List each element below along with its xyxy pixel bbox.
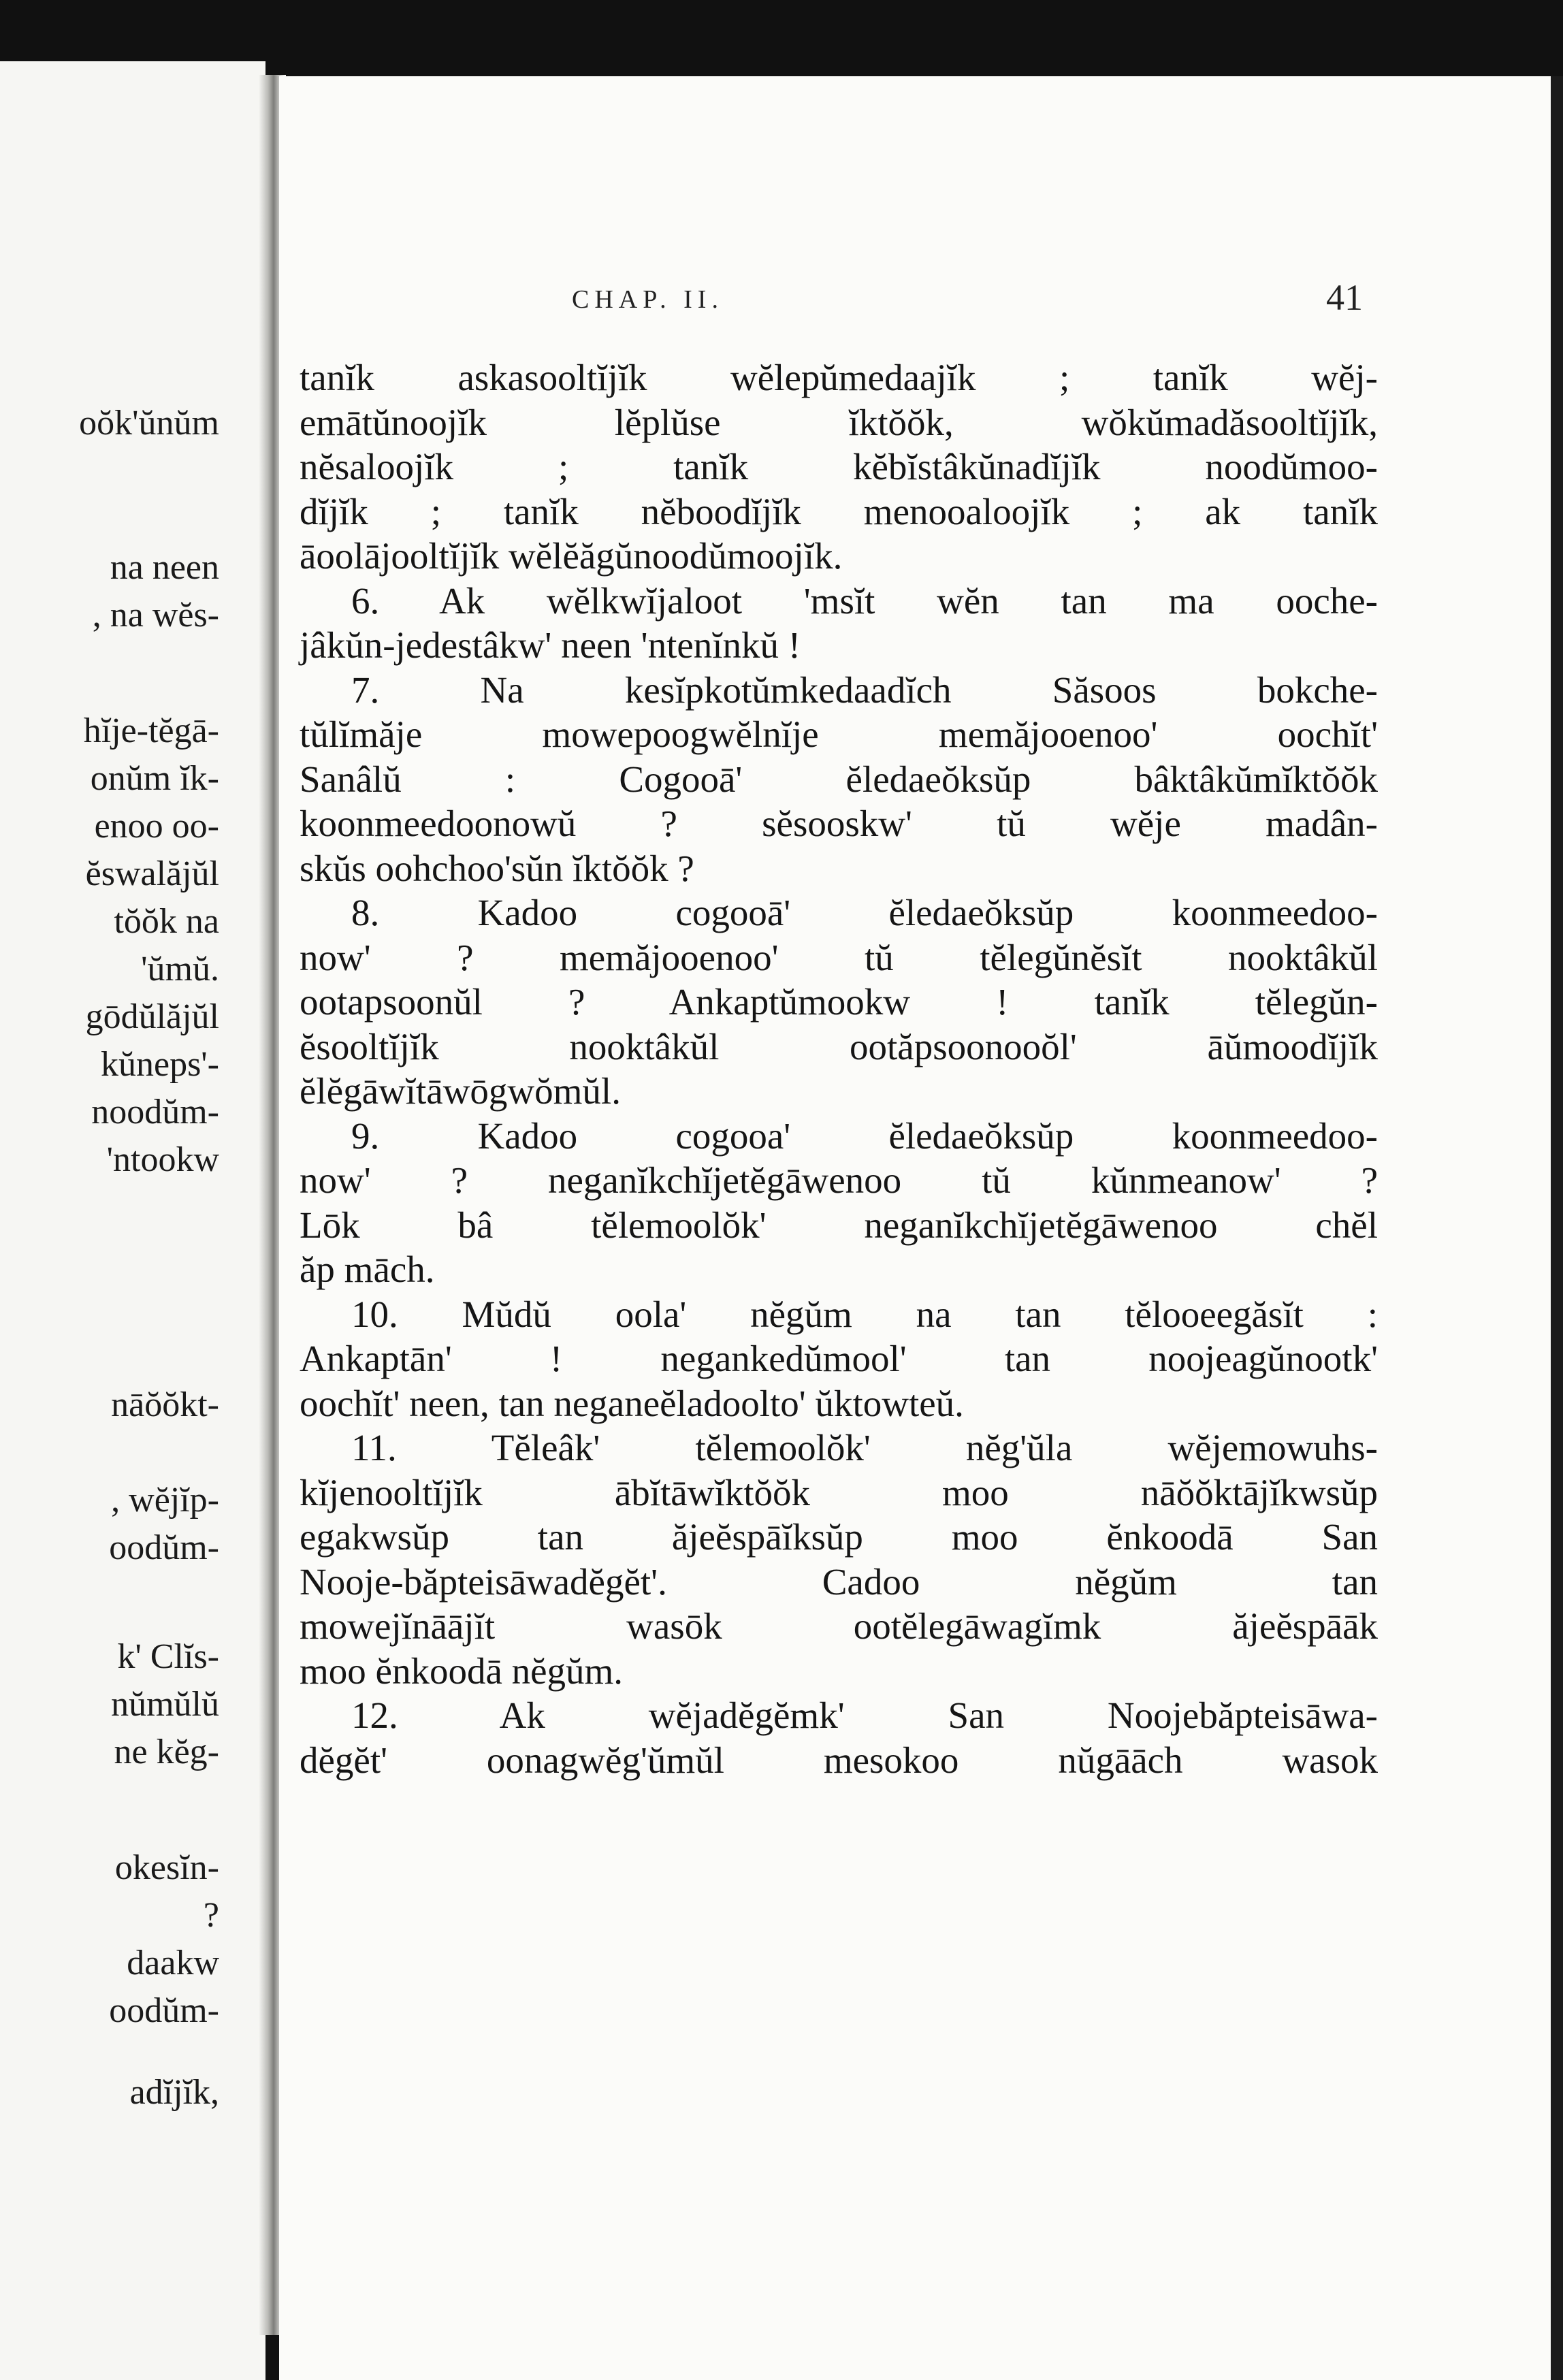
text-line: dĕgĕt' oonagwĕg'ŭmŭl mesokoo nŭgāāch wasok	[300, 1739, 1378, 1781]
verse-line: 11. Tĕleâk' tĕlemoolŏk' nĕg'ŭla wĕjemowuhs-	[351, 1427, 1378, 1468]
left-fragment: k' Clĭs-	[117, 1637, 219, 1676]
text-body	[300, 355, 1378, 1782]
left-fragment: gōdŭlăjŭl	[85, 997, 219, 1036]
text-line: oochĭt' neen, tan neganeĕladoolto' ŭktowteŭ.	[300, 1382, 964, 1424]
left-fragment: tŏŏk na	[114, 902, 219, 941]
left-fragment: 'ŭmŭ.	[141, 950, 219, 988]
left-fragment: daakw	[127, 1944, 219, 1982]
text-line: egakwsŭp tan ăjeĕspāĭksŭp moo ĕnkoodā San	[300, 1516, 1378, 1558]
left-fragment: oodŭm-	[109, 1991, 219, 2030]
text-line: kĭjenooltĭjĭk ābĭtāwĭktŏŏk moo nāŏŏktājĭkwsŭp	[300, 1471, 1378, 1513]
left-fragment: , na wĕs-	[92, 596, 219, 634]
left-fragment: onŭm ĭk-	[90, 759, 219, 798]
text-line: koonmeedoonowŭ ? sĕsooskw' tŭ wĕje madân-	[300, 803, 1378, 844]
left-fragment: nŭmŭlŭ	[111, 1685, 219, 1724]
left-fragment: ne kĕg-	[114, 1733, 219, 1771]
text-line: now' ? memăjooenoo' tŭ tĕlegŭnĕsĭt nooktâkŭl	[300, 936, 1378, 978]
left-fragment: hĭje-tĕgā-	[83, 711, 219, 750]
text-line: jâkŭn-jedestâkw' neen 'ntenĭnkŭ !	[300, 624, 801, 666]
left-fragment: oŏk'ŭnŭm	[79, 404, 219, 443]
text-line: now' ? neganĭkchĭjetĕgāwenoo tŭ kŭnmeanow' ?	[300, 1159, 1378, 1201]
verse-line: 8. Kadoo cogooā' ĕledaeŏksŭp koonmeedoo-	[351, 892, 1378, 933]
left-fragment: adĭjĭk,	[129, 2073, 219, 2112]
text-line: emātŭnoojĭk lĕplŭse ĭktŏŏk, wŏkŭmadăsooltĭjĭk,	[300, 401, 1378, 443]
left-fragment: noodŭm-	[91, 1093, 219, 1131]
text-line: dĭjĭk ; tanĭk nĕboodĭjĭk menooaloojĭk ; ak tanĭk	[300, 490, 1378, 532]
text-line: nĕsaloojĭk ; tanĭk kĕbĭstâkŭnadĭjĭk noodŭmoo-	[300, 446, 1378, 487]
left-page	[0, 61, 265, 2380]
verse-line: 12. Ak wĕjadĕgĕmk' San Noojebăpteisāwa-	[351, 1694, 1378, 1736]
left-fragment: oodŭm-	[109, 1528, 219, 1567]
left-fragment: na neen	[110, 548, 219, 587]
left-fragment: , wĕjĭp-	[111, 1481, 219, 1519]
running-head: CHAP. II.	[572, 285, 724, 314]
text-line: mowejĭnāājĭt wasōk ootĕlegāwagĭmk ăjeĕspāāk	[300, 1605, 1378, 1647]
left-fragment: nāŏŏkt-	[111, 1385, 219, 1424]
text-line: skŭs oohchoo'sŭn ĭktŏŏk ?	[300, 847, 694, 889]
text-line: Ankaptān' ! negankedŭmool' tan noojeagŭnootk'	[300, 1338, 1378, 1379]
verse-line: 9. Kadoo cogooa' ĕledaeŏksŭp koonmeedoo-	[351, 1114, 1378, 1157]
text-line: ĕlĕgāwĭtāwōgwŏmŭl.	[300, 1070, 621, 1112]
verse-line: 10. Mŭdŭ oola' nĕgŭm na tan tĕlooeegăsĭt :	[351, 1293, 1378, 1335]
verse-line: 6. Ak wĕlkwĭjaloot 'msĭt wĕn tan ma ooche-	[351, 579, 1378, 622]
text-line: ăp māch.	[300, 1249, 435, 1290]
text-line: ĕsooltĭjĭk nooktâkŭl ootăpsoonooŏl' āŭmoodĭjĭk	[300, 1025, 1378, 1067]
text-line: Sanâlŭ : Cogooā' ĕledaeŏksŭp bâktâkŭmĭktŏŏk	[300, 758, 1378, 800]
page-number: 41	[1326, 277, 1363, 318]
left-fragment: okesĭn-	[114, 1848, 219, 1887]
left-fragment: enoo oo-	[94, 807, 219, 846]
text-line: āoolājooltĭjĭk wĕlĕăgŭnoodŭmoojĭk.	[300, 535, 843, 577]
text-line: tŭlĭmăje mowepoogwĕlnĭje memăjooenoo' oochĭt'	[300, 713, 1378, 755]
left-fragment: 'ntookw	[106, 1140, 219, 1179]
text-line: Lōk bâ tĕlemoolŏk' neganĭkchĭjetĕgāwenoo chĕl	[300, 1204, 1378, 1246]
text-line: ootapsoonŭl ? Ankaptŭmookw ! tanĭk tĕlegŭn-	[300, 981, 1378, 1023]
page-edge	[1551, 76, 1563, 2380]
left-fragment: ?	[203, 1896, 219, 1935]
left-fragment: kŭneps'-	[100, 1045, 219, 1084]
text-line: Nooje-băpteisāwadĕgĕt'. Cadoo nĕgŭm tan	[300, 1560, 1378, 1603]
verse-line: 7. Na kesĭpkotŭmkedaadĭch Săsoos bokche-	[351, 669, 1378, 711]
text-line: moo ĕnkoodā nĕgŭm.	[300, 1650, 624, 1692]
text-line: tanĭk askasooltĭjĭk wĕlepŭmedaajĭk ; tanĭk wĕj-	[300, 357, 1378, 398]
left-fragment: ĕswalăjŭl	[85, 854, 219, 893]
